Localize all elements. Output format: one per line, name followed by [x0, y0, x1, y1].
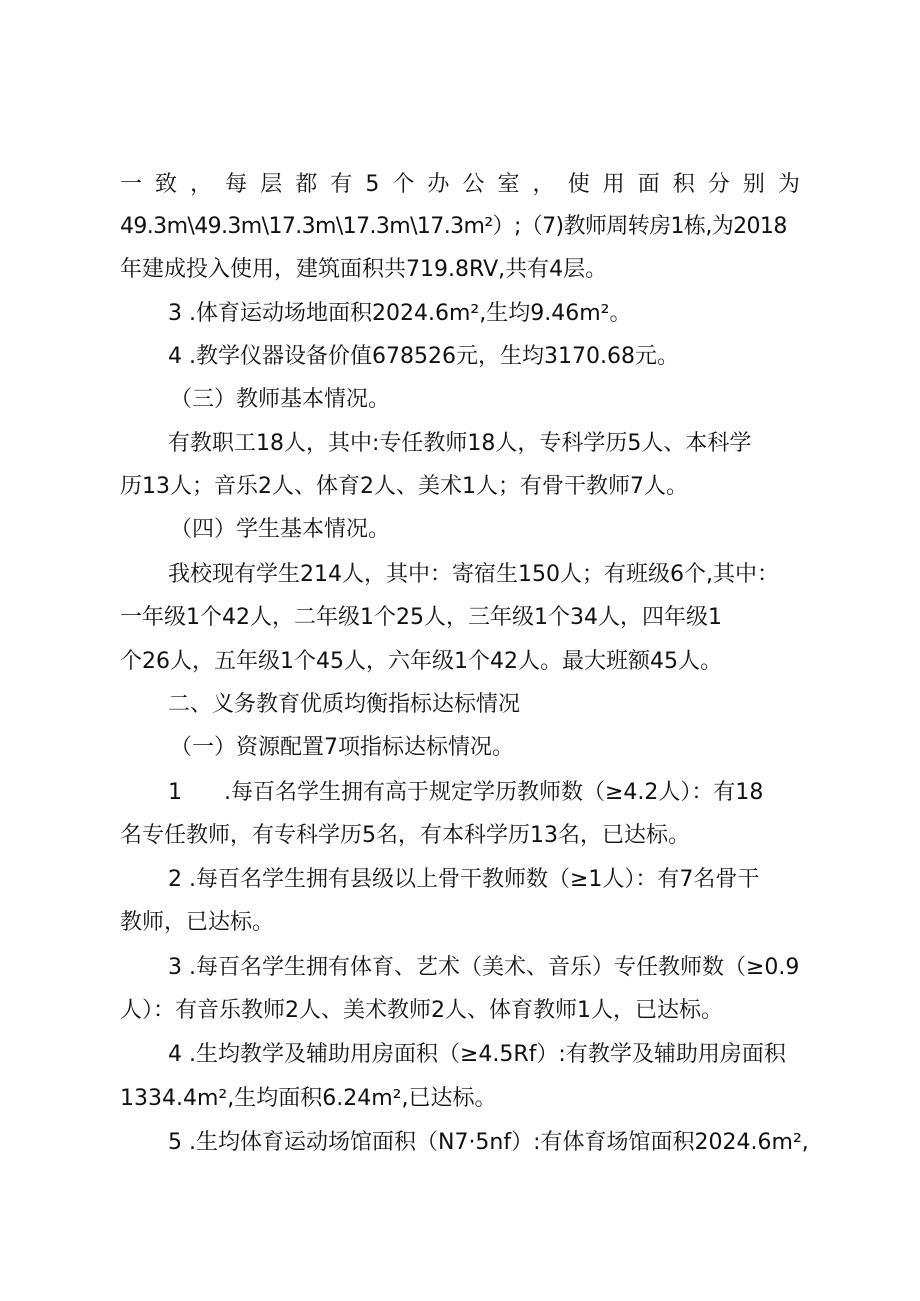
text-line-12: 二、义务教育优质均衡指标达标情况	[168, 692, 521, 717]
text-line-0-char: 办	[427, 172, 450, 197]
text-line-21: 1334.4m²,生均面积6.24m²,已达标。	[120, 1086, 497, 1111]
text-line-0-char: 使	[567, 172, 590, 197]
text-line-20: 4 .生均教学及辅助用房面积（≥4.5Rf）:有教学及辅助用房面积	[168, 1042, 786, 1067]
text-line-6: 有教职工18人，其中:专任教师18人，专科学历5人、本科学	[168, 431, 752, 456]
text-line-18: 3 .每百名学生拥有体育、艺术（美术、音乐）专任教师数（≥0.9	[168, 955, 800, 980]
text-line-0-char: 有	[330, 172, 353, 197]
text-line-22: 5 .生均体育运动场馆面积（N7·5nf）:有体育场馆面积2024.6m²,	[168, 1130, 809, 1155]
text-line-0-char: 一	[120, 172, 143, 197]
text-line-0-char: 为	[777, 172, 800, 197]
text-line-0-char: 用	[602, 172, 625, 197]
text-line-0-char: 别	[742, 172, 765, 197]
text-line-0-char: 分	[707, 172, 730, 197]
text-line-0-char: 致	[155, 172, 178, 197]
text-line-0-char: ，	[190, 172, 213, 197]
text-line-15: 名专任教师，有专科学历5名，有本科学历13名，已达标。	[120, 823, 690, 848]
text-line-3: 3 .体育运动场地面积2024.6m²,生均9.46m²。	[168, 301, 632, 326]
text-line-13: （一）资源配置7项指标达标情况。	[170, 735, 514, 760]
text-line-8: （四）学生基本情况。	[170, 517, 391, 542]
text-line-0-char: 室	[497, 172, 520, 197]
text-line-0-char: 5	[365, 172, 380, 197]
text-line-19: 人）：有音乐教师2人、美术教师2人、体育教师1人，已达标。	[120, 998, 723, 1023]
text-line-11: 个26人，五年级1个45人，六年级1个42人。最大班额45人。	[120, 649, 722, 674]
text-line-9: 我校现有学生214人，其中：寄宿生150人；有班级6个,其中：	[168, 562, 779, 587]
text-line-17: 教师，已达标。	[120, 910, 275, 935]
text-line-0-char: 积	[672, 172, 695, 197]
text-line-0-char: 面	[637, 172, 660, 197]
text-line-1: 49.3m\49.3m\17.3m\17.3m\17.3m²）;（7)教师周转房1栋,为2018	[120, 214, 787, 239]
text-line-0-char: ，	[532, 172, 555, 197]
text-line-0-char: 个	[392, 172, 415, 197]
text-line-5: （三）教师基本情况。	[170, 387, 391, 412]
text-line-16: 2 .每百名学生拥有县级以上骨干教师数（≥1人）：有7名骨干	[168, 867, 760, 892]
text-line-10: 一年级1个42人，二年级1个25人，三年级1个34人，四年级1	[120, 605, 722, 630]
text-line-0-char: 每	[225, 172, 248, 197]
text-line-7: 历13人；音乐2人、体育2人、美术1人；有骨干教师7人。	[120, 474, 688, 499]
text-line-0	[120, 170, 800, 200]
text-line-14: 1 .每百名学生拥有高于规定学历教师数（≥4.2人）：有18	[168, 780, 764, 805]
text-line-4: 4 .教学仪器设备价值678526元，生均3170.68元。	[168, 344, 679, 369]
text-line-2: 年建成投入使用，建筑面积共719.8RV,共有4层。	[120, 257, 608, 282]
text-line-0-char: 层	[260, 172, 283, 197]
text-line-0-char: 公	[462, 172, 485, 197]
text-line-0-char: 都	[295, 172, 318, 197]
